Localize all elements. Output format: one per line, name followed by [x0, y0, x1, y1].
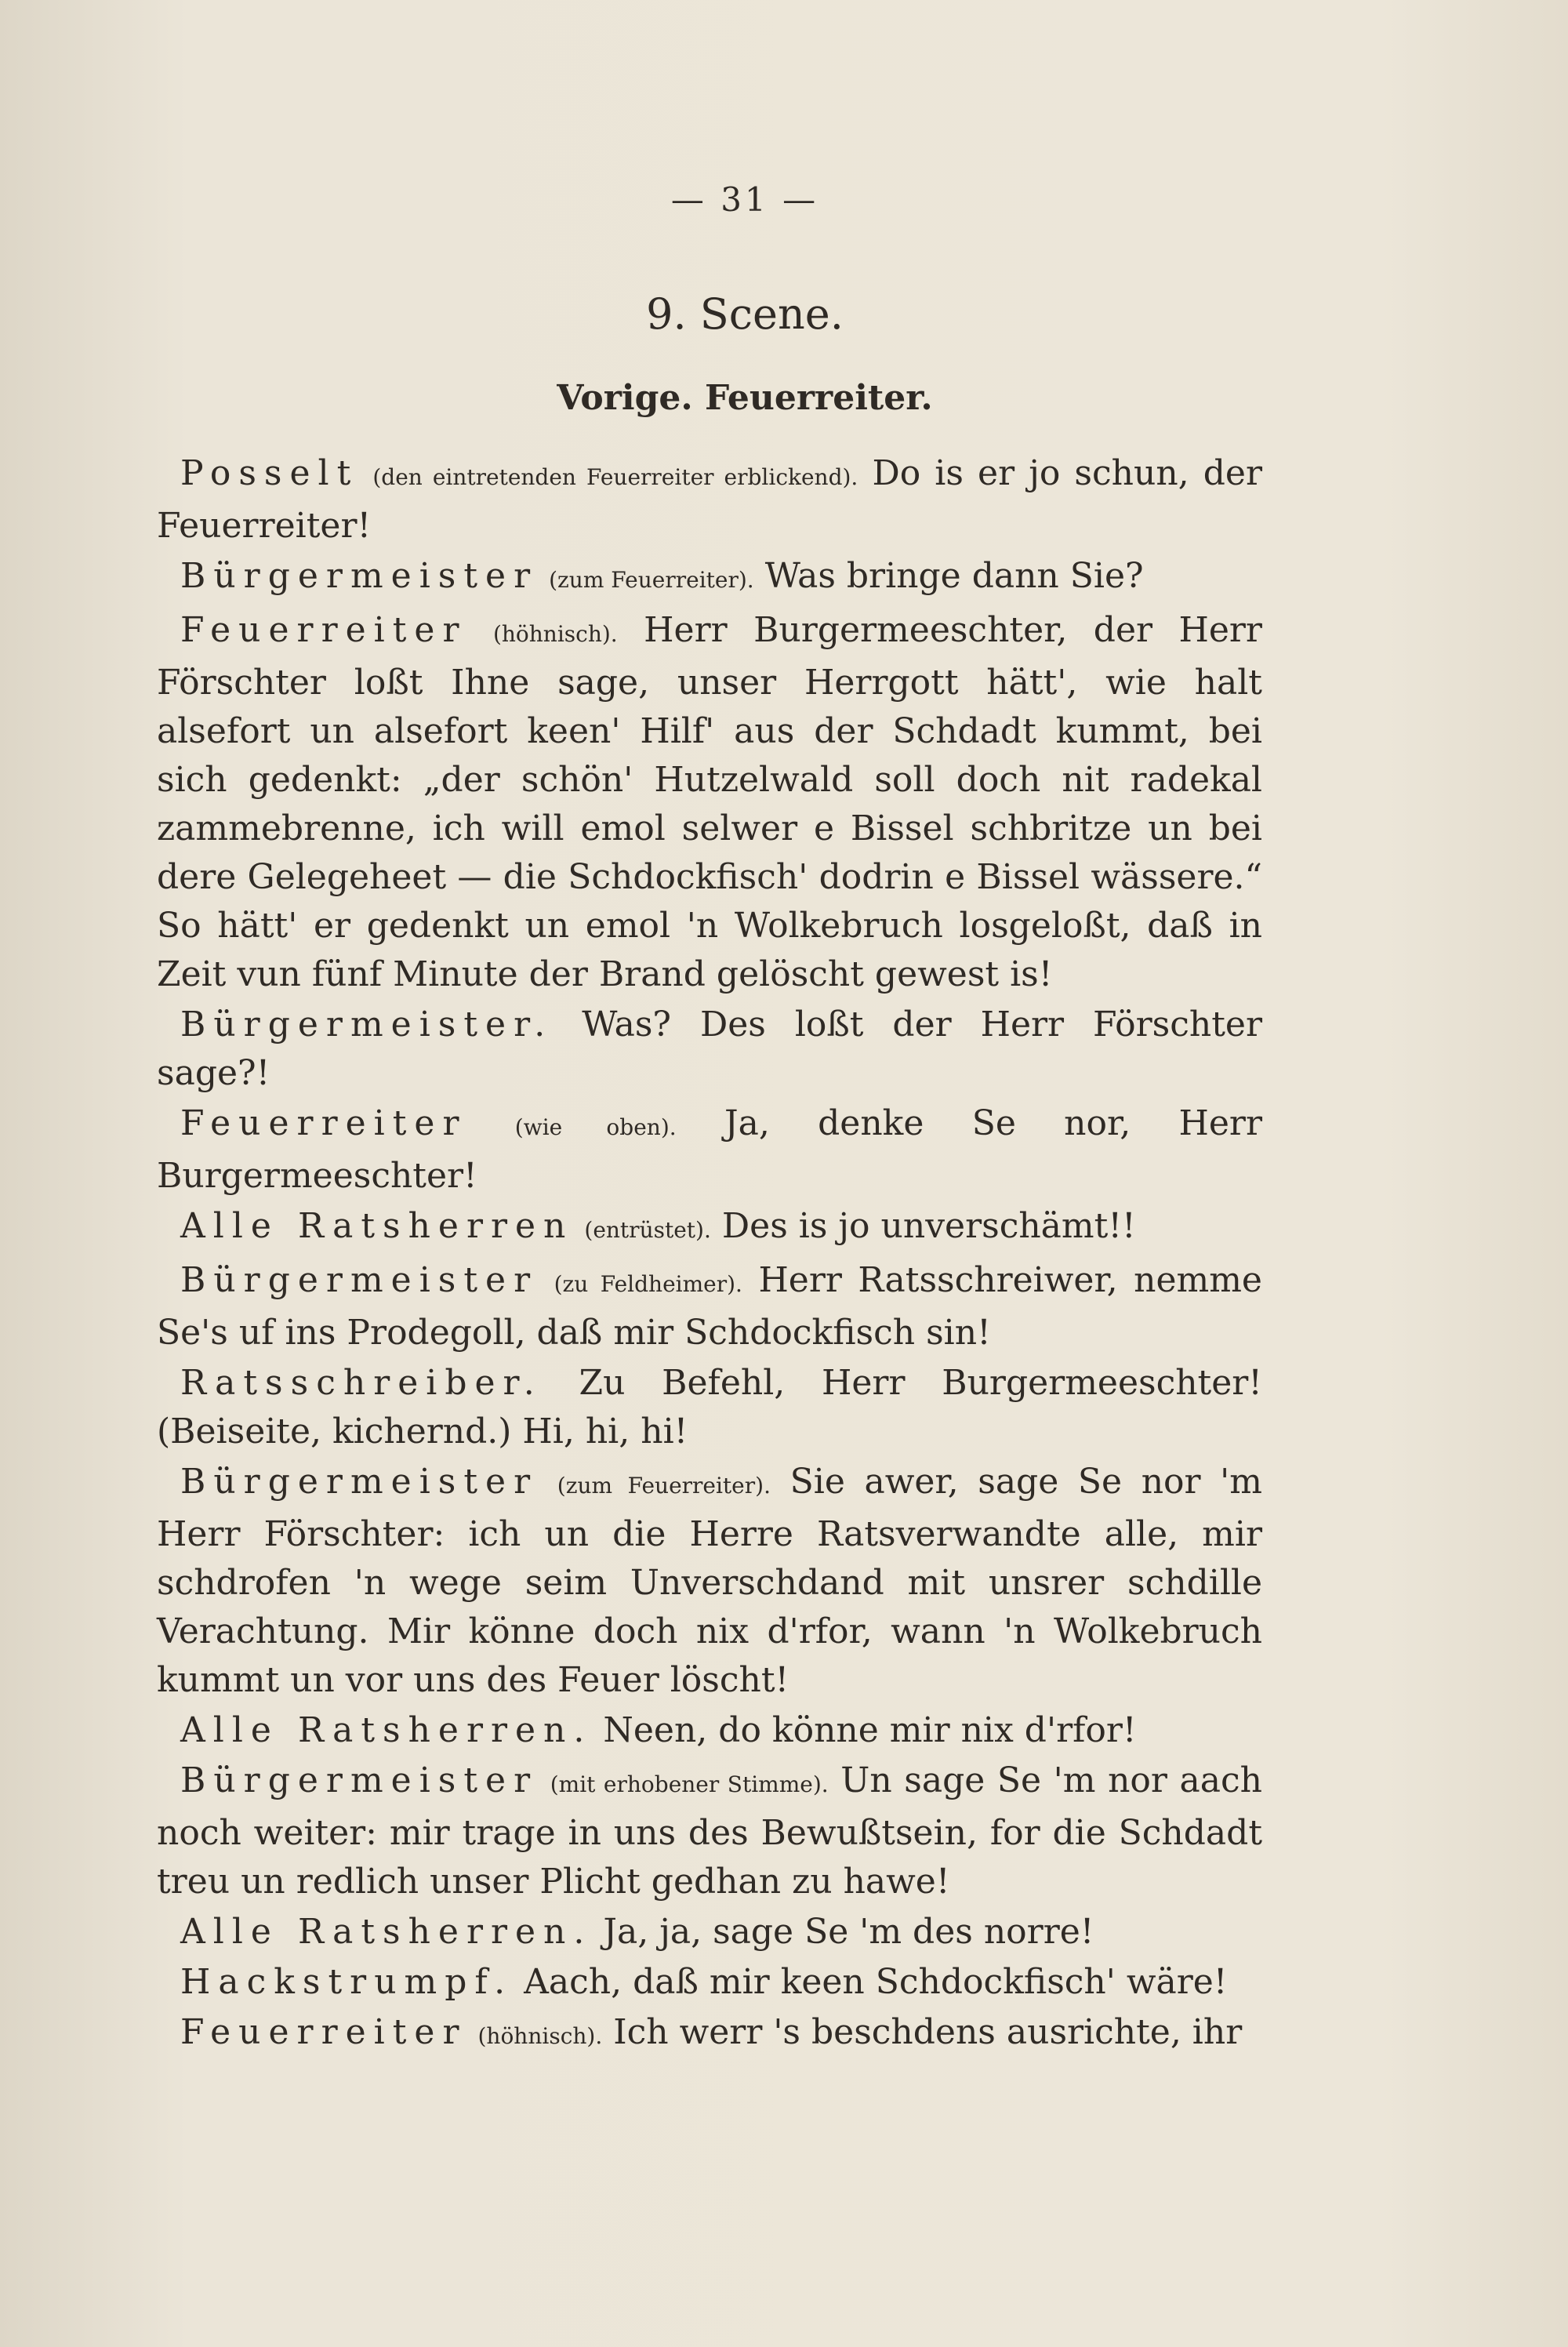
dialogue-line [157, 1359, 1262, 1456]
stage-direction: (zum Feuerreiter). [549, 567, 754, 593]
speaker-name: Bürgermeister [180, 1260, 539, 1300]
line-text: Zu Befehl, Herr Burgermeeschter! (Beiseite, kichernd.) Hi, hi, hi! [157, 1363, 1262, 1451]
dialogue-line [157, 606, 1262, 999]
line-text: Un sage Se 'm nor aach noch weiter: mir trage in uns des Bewußtsein, for die Schdadt treu un redlich unser Plicht gedhan zu hawe! [157, 1760, 1262, 1902]
dialogue-line [157, 1202, 1262, 1255]
speaker-name: Feuerreiter [180, 1103, 467, 1143]
line-text: Ich werr 's beschdens ausrichte, ihr [613, 2012, 1243, 2052]
dialogue-line [157, 1001, 1262, 1098]
dialogue-line [157, 449, 1262, 550]
speaker-name: Alle Ratsherren [180, 1206, 574, 1246]
stage-direction: (zum Feuerreiter). [557, 1473, 771, 1499]
speaker-name: Bürgermeister [180, 556, 539, 596]
speaker-name: Bürgermeister [180, 1462, 539, 1502]
dialogue-line [157, 1958, 1262, 2007]
scene-setting: Vorige. Feuerreiter. [557, 378, 933, 418]
dialogue-line [157, 552, 1262, 605]
speaker-name: Feuerreiter [180, 610, 467, 650]
speaker-name: Ratsschreiber. [180, 1363, 543, 1403]
dialogue-line [157, 1908, 1262, 1956]
line-text: Do is er jo schun, der Feuerreiter! [157, 453, 1262, 546]
dialogue-line [157, 1458, 1262, 1705]
stage-direction: (mit erhobener Stimme). [550, 1771, 829, 1797]
dialogue [157, 449, 1262, 2061]
speaker-name: Feuerreiter [180, 2012, 467, 2052]
line-text: Aach, daß mir keen Schdockfisch' wäre! [524, 1962, 1228, 2002]
speaker-name: Alle Ratsherren. [180, 1912, 593, 1952]
dialogue-line [157, 1099, 1262, 1201]
speaker-name: Posselt [180, 453, 359, 493]
line-text: Sie awer, sage Se nor 'm Herr Förschter: ich un die Herre Ratsverwandte alle, mir schdrofen 'n wege seim Unverschdand mit unsrer schdille Verachtung. Mir könne doch nix d'rfor, wann 'n Wolkebruch kummt un vor uns des Feuer löscht! [157, 1462, 1262, 1700]
stage-direction: (den eintretenden Feuerreiter erblickend). [372, 464, 858, 490]
line-text: Was? Des loßt der Herr Förschter sage?! [157, 1005, 1262, 1093]
line-text: Herr Ratsschreiwer, nemme Se's uf ins Prodegoll, daß mir Schdockfisch sin! [157, 1260, 1262, 1353]
stage-direction: (zu Feldheimer). [554, 1271, 742, 1297]
stage-direction: (höhnisch). [477, 2023, 603, 2049]
dialogue-line [157, 1256, 1262, 1357]
stage-direction: (höhnisch). [492, 621, 618, 647]
dialogue-line [157, 2008, 1262, 2061]
stage-direction: (wie oben). [514, 1114, 677, 1140]
stage-direction: (entrüstet). [584, 1217, 711, 1243]
speaker-name: Bürgermeister [180, 1760, 539, 1800]
line-text: Ja, denke Se nor, Herr Burgermeeschter! [157, 1103, 1262, 1196]
line-text: Herr Burgermeeschter, der Herr Förschter loßt Ihne sage, unser Herrgott hätt', wie halt alsefort un alsefort keen' Hilf' aus der Schdadt kummt, bei sich gedenkt: „der schön' Hutzelwald soll doch nit radekal zammebrenne, ich will emol selwer e Bissel schbritze un bei dere Gelegeheet — die Schdockfisch' dodrin e Bissel wässere.“ So hätt' er gedenkt un emol 'n Wolkebruch losgeloßt, daß in Zeit vun fünf Minute der Brand gelöscht gewest is! [157, 610, 1262, 994]
speaker-name: Alle Ratsherren. [180, 1710, 593, 1750]
dialogue-line [157, 1757, 1262, 1906]
line-text: Neen, do könne mir nix d'rfor! [603, 1710, 1137, 1750]
speaker-name: Bürgermeister. [180, 1005, 554, 1045]
dialogue-line [157, 1706, 1262, 1755]
line-text: Des is jo unverschämt!! [721, 1206, 1136, 1246]
page-number: — 31 — [670, 180, 819, 219]
speaker-name: Hackstrumpf. [180, 1962, 514, 2002]
line-text: Was bringe dann Sie? [764, 556, 1144, 596]
line-text: Ja, ja, sage Se 'm des norre! [603, 1912, 1094, 1952]
scene-title: 9. Scene. [646, 289, 844, 339]
